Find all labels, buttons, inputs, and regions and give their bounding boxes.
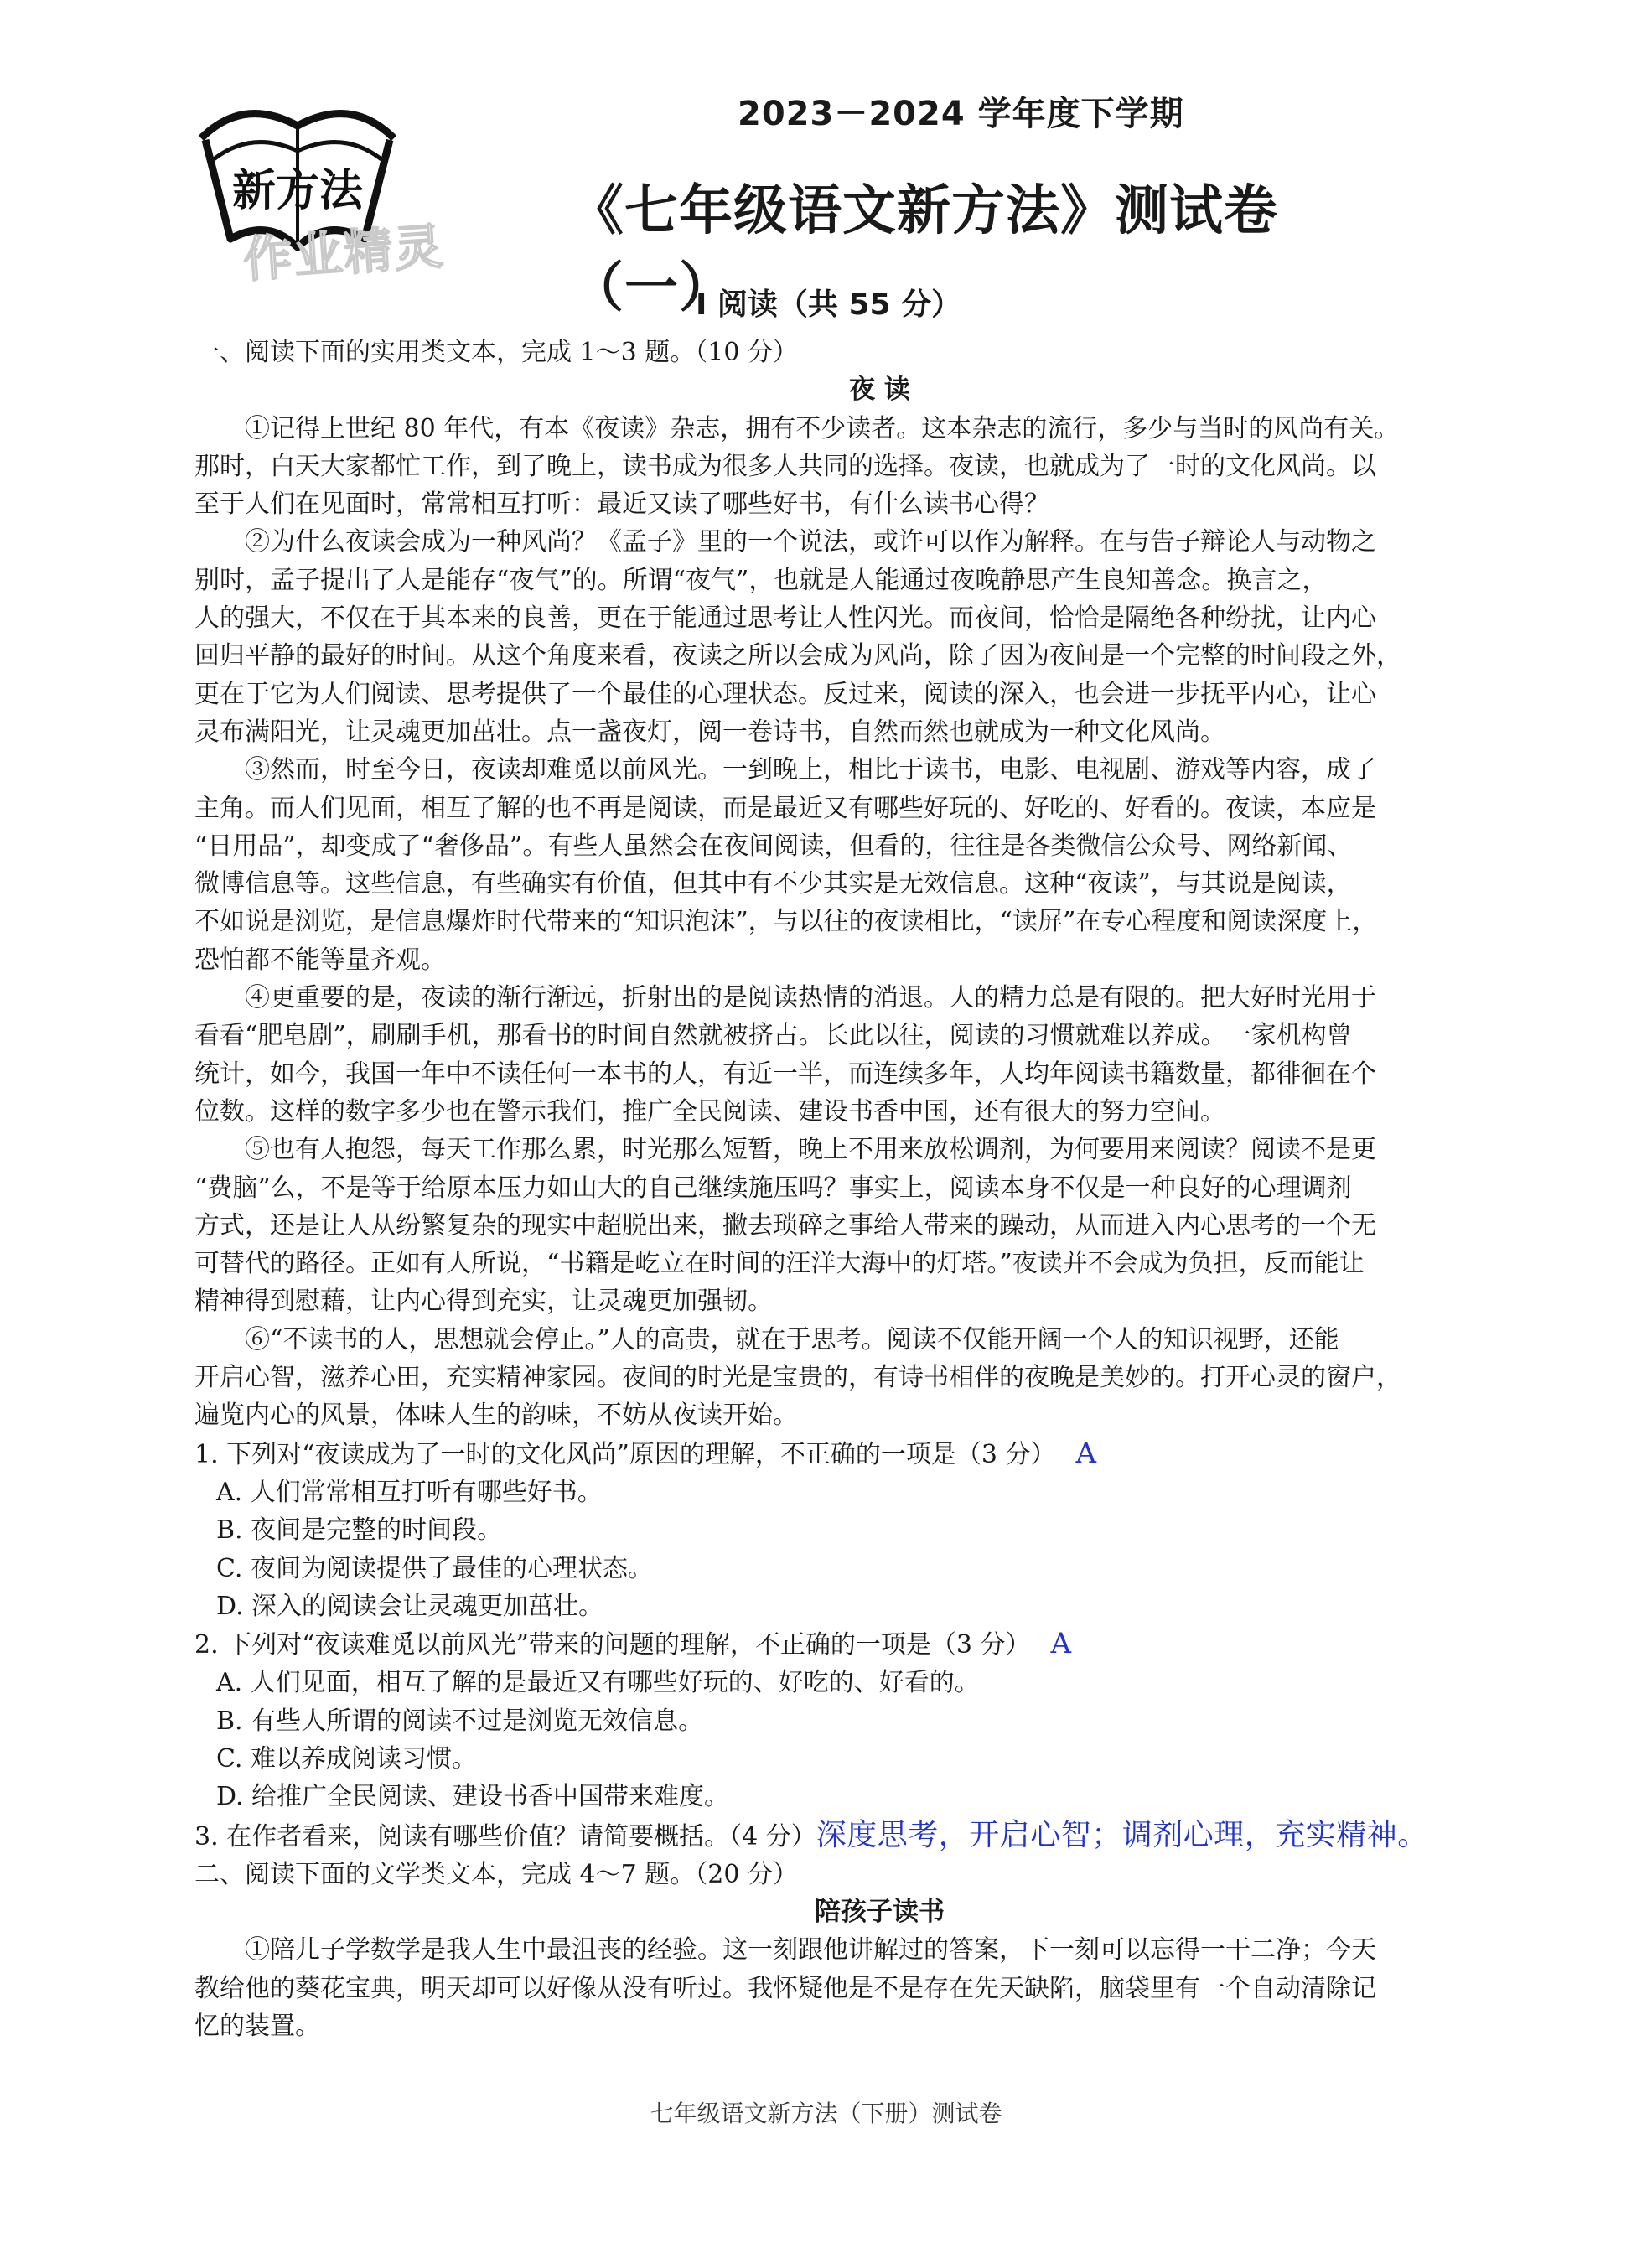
exam-title: 《七年级语文新方法》测试卷（一） xyxy=(570,180,1278,319)
passage-line: 开启心智，滋养心田，充实精神家园。夜间的时光是宝贵的，有诗书相伴的夜晚是美妙的。打开心灵的窗户， xyxy=(194,1363,1401,1393)
passage-line: 不如说是浏览，是信息爆炸时代带来的“知识泡沫”，与以往的夜读相比，“读屏”在专心程度和阅读深度上， xyxy=(194,907,1378,937)
passage-line: 遍览内心的风景，体味人生的韵味，不妨从夜读开始。 xyxy=(194,1401,798,1431)
question-1-options xyxy=(194,1473,1565,1625)
passage-line: 方式，还是让人从纷繁复杂的现实中超脱出来，撇去琐碎之事给人带来的躁动，从而进入内心思考的一个无 xyxy=(194,1210,1376,1240)
passage2-title: 陪孩子读书 xyxy=(815,1897,945,1928)
passage-line: ④更重要的是，夜读的渐行渐远，折射出的是阅读热情的消退。人的精力总是有限的。把大好时光用于 xyxy=(245,983,1376,1013)
passage-line: 教给他的葵花宝典，明天却可以好像从没有听过。我怀疑他是不是存在先天缺陷，脑袋里有一个自动清除记 xyxy=(194,1973,1376,2003)
passage-line: 别时，孟子提出了人是能存“夜气”的。所谓“夜气”，也就是人能通过夜晚静思产生良知善念。换言之， xyxy=(194,565,1328,595)
passage-line: 恐怕都不能等量齐观。 xyxy=(194,945,446,975)
answer-option: C. 夜间为阅读提供了最佳的心理状态。 xyxy=(216,1553,653,1583)
page-footer: 七年级语文新方法（下册）测试卷 xyxy=(650,2100,1002,2127)
answer-option: B. 夜间是完整的时间段。 xyxy=(216,1515,503,1546)
question-1-stem: 1. 下列对“夜读成为了一时的文化风尚”原因的理解，不正确的一项是（3 分） xyxy=(194,1439,1056,1469)
passage-line: 那时，白天大家都忙工作，到了晚上，读书成为很多人共同的选择。夜读，也就成为了一时的文化风尚。以 xyxy=(194,451,1376,481)
passage-line: ③然而，时至今日，夜读却难觅以前风光。一到晚上，相比于读书，电影、电视剧、游戏等内容，成了 xyxy=(245,755,1376,785)
passage-line: ①记得上世纪 80 年代，有本《夜读》杂志，拥有不少读者。这本杂志的流行，多少与当时的风尚有关。 xyxy=(245,413,1400,443)
question-2-answer: A xyxy=(1050,1627,1072,1661)
passage1-body xyxy=(194,410,1565,1435)
passage-line: ②为什么夜读会成为一种风尚？《孟子》里的一个说法，或许可以作为解释。在与告子辩论人与动物之 xyxy=(245,527,1376,557)
passage-line: ⑥“不读书的人，思想就会停止。”人的高贵，就在于思考。阅读不仅能开阔一个人的知识视野，还能 xyxy=(245,1324,1339,1354)
passage-line: 微博信息等。这些信息，有些确实有价值，但其中有不少其实是无效信息。这种“夜读”，与其说是阅读， xyxy=(194,869,1352,899)
question-1-answer: A xyxy=(1075,1436,1097,1470)
question-3 xyxy=(194,1816,1565,1856)
passage-line: 回归平静的最好的时间。从这个角度来看，夜读之所以会成为风尚，除了因为夜间是一个完整的时间段之外， xyxy=(194,641,1401,671)
passage-line: 至于人们在见面时，常常相互打听：最近又读了哪些好书，有什么读书心得？ xyxy=(194,489,1049,520)
passage-line: 统计，如今，我国一年中不读任何一本书的人，有近一半，而连续多年，人均年阅读书籍数量，都徘徊在个 xyxy=(194,1059,1376,1089)
answer-option: C. 难以养成阅读习惯。 xyxy=(216,1743,477,1774)
watermark-text: 作业精灵 xyxy=(241,217,447,289)
question-3-stem: 3. 在作者看来，阅读有哪些价值？请简要概括。（4 分） xyxy=(194,1821,816,1851)
passage-line: 忆的装置。 xyxy=(194,2012,320,2042)
passage1-title: 夜 读 xyxy=(849,375,910,406)
passage-line: 看看“肥皂剧”，刷刷手机，那看书的时间自然就被挤占。长此以往，阅读的习惯就难以养成。一家机构曾 xyxy=(194,1021,1352,1051)
passage-line: 可替代的路径。正如有人所说，“书籍是屹立在时间的汪洋大海中的灯塔。”夜读并不会成为负担，反而能让 xyxy=(194,1249,1365,1279)
passage2-body xyxy=(194,1931,1565,2045)
answer-option: A. 人们见面，相互了解的是最近又有哪些好玩的、好吃的、好看的。 xyxy=(216,1668,980,1698)
part2-instruction: 二、阅读下面的文学类文本，完成 4～7 题。（20 分） xyxy=(194,1859,798,1889)
part1-instruction: 一、阅读下面的实用类文本，完成 1～3 题。（10 分） xyxy=(194,338,798,367)
question-3-answer: 深度思考，开启心智；调剂心理，充实精神。 xyxy=(816,1817,1428,1852)
passage-line: 位数。这样的数字多少也在警示我们，推广全民阅读、建设书香中国，还有很大的努力空间。 xyxy=(194,1096,1225,1126)
passage-line: 更在于它为人们阅读、思考提供了一个最佳的心理状态。反过来，阅读的深入，也会进一步抚平内心，让心 xyxy=(194,679,1376,709)
passage-line: 精神得到慰藉，让内心得到充实，让灵魂更加强韧。 xyxy=(194,1287,773,1317)
passage-line: “日用品”，却变成了“奢侈品”。有些人虽然会在夜间阅读，但看的，往往是各类微信公众号、网络新闻、 xyxy=(194,831,1353,861)
question-2 xyxy=(194,1625,1565,1664)
passage-line: 主角。而人们见面，相互了解的也不再是阅读，而是最近又有哪些好玩的、好吃的、好看的。夜读，本应是 xyxy=(194,793,1376,823)
passage-line: ①陪儿子学数学是我人生中最沮丧的经验。这一刻跟他讲解过的答案，下一刻可以忘得一干二净；今天 xyxy=(245,1935,1376,1965)
question-1 xyxy=(194,1435,1565,1473)
question-2-stem: 2. 下列对“夜读难觅以前风光”带来的问题的理解，不正确的一项是（3 分） xyxy=(194,1630,1031,1660)
passage-line: ⑤也有人抱怨，每天工作那么累，时光那么短暂，晚上不用来放松调剂，为何要用来阅读？阅读不是更 xyxy=(245,1135,1376,1165)
passage-line: 人的强大，不仅在于其本来的良善，更在于能通过思考让人性闪光。而夜间，恰恰是隔绝各种纷扰，让内心 xyxy=(194,603,1376,634)
section-heading: I 阅读（共 55 分） xyxy=(696,287,962,322)
answer-option: B. 有些人所谓的阅读不过是浏览无效信息。 xyxy=(216,1706,704,1736)
logo-text: 新方法 xyxy=(231,165,364,216)
passage-line: “费脑”么，不是等于给原本压力如山大的自己继续施压吗？事实上，阅读本身不仅是一种良好的心理调剂 xyxy=(194,1173,1352,1203)
answer-option: A. 人们常常相互打听有哪些好书。 xyxy=(216,1477,603,1507)
header-year: 2023－2024 学年度下学期 xyxy=(738,95,1184,133)
answer-option: D. 深入的阅读会让灵魂更加茁壮。 xyxy=(216,1591,604,1621)
answer-option: D. 给推广全民阅读、建设书香中国带来难度。 xyxy=(216,1782,730,1812)
passage-line: 灵布满阳光，让灵魂更加茁壮。点一盏夜灯，阅一卷诗书，自然而然也就成为一种文化风尚。 xyxy=(194,717,1225,747)
question-2-options xyxy=(194,1664,1565,1815)
exam-content xyxy=(194,334,1565,2045)
